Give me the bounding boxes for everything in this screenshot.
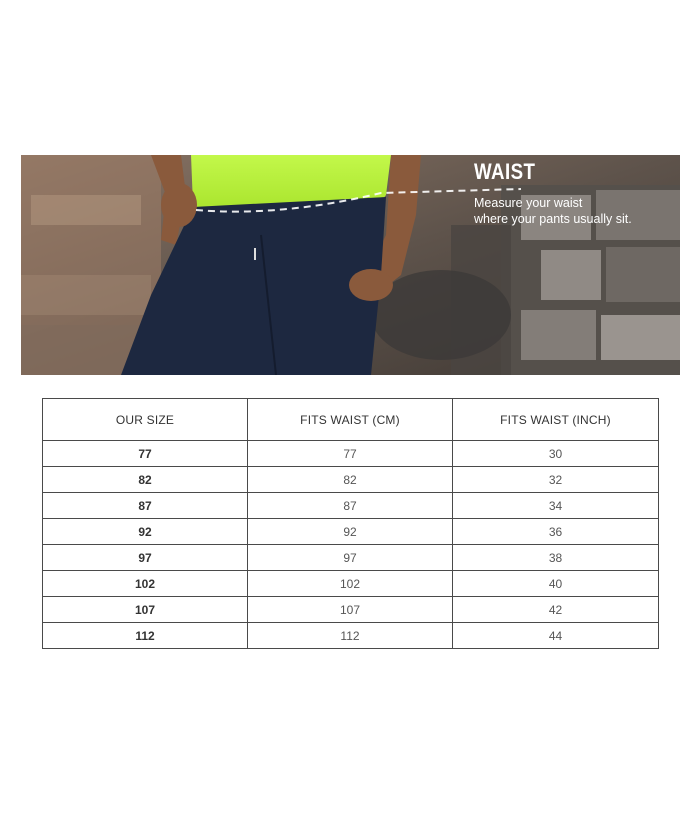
cell-our-size: 107 [43, 597, 248, 623]
cell-our-size: 102 [43, 571, 248, 597]
table-row [43, 623, 659, 649]
cell-waist-cm: 97 [248, 545, 453, 571]
header-fits-waist-inch: FITS WAIST (INCH) [453, 399, 659, 441]
waist-heading: WAIST [474, 159, 536, 184]
cell-our-size: 87 [43, 493, 248, 519]
cell-waist-cm: 112 [248, 623, 453, 649]
table-row [43, 519, 659, 545]
waist-photo [21, 155, 680, 375]
cell-our-size: 82 [43, 467, 248, 493]
table-row [43, 441, 659, 467]
table-header-row [43, 399, 659, 441]
cell-waist-cm: 92 [248, 519, 453, 545]
header-fits-waist-cm: FITS WAIST (CM) [248, 399, 453, 441]
waist-description-line-2: where your pants usually sit. [474, 212, 632, 226]
cell-our-size: 92 [43, 519, 248, 545]
cell-waist-inch: 38 [453, 545, 659, 571]
cell-waist-inch: 34 [453, 493, 659, 519]
cell-our-size: 97 [43, 545, 248, 571]
size-chart-table [42, 398, 659, 649]
waist-description [474, 195, 674, 227]
table-row [43, 571, 659, 597]
cell-waist-inch: 40 [453, 571, 659, 597]
waist-description-line-1: Measure your waist [474, 196, 583, 210]
waist-banner [21, 155, 680, 375]
cell-waist-inch: 42 [453, 597, 659, 623]
header-our-size: OUR SIZE [43, 399, 248, 441]
cell-waist-cm: 107 [248, 597, 453, 623]
table-row [43, 493, 659, 519]
cell-waist-inch: 30 [453, 441, 659, 467]
cell-our-size: 112 [43, 623, 248, 649]
cell-waist-cm: 87 [248, 493, 453, 519]
cell-waist-cm: 102 [248, 571, 453, 597]
table-row [43, 467, 659, 493]
cell-waist-inch: 36 [453, 519, 659, 545]
cell-waist-inch: 44 [453, 623, 659, 649]
cell-waist-inch: 32 [453, 467, 659, 493]
cell-waist-cm: 82 [248, 467, 453, 493]
cell-our-size: 77 [43, 441, 248, 467]
table-row [43, 545, 659, 571]
table-row [43, 597, 659, 623]
cell-waist-cm: 77 [248, 441, 453, 467]
